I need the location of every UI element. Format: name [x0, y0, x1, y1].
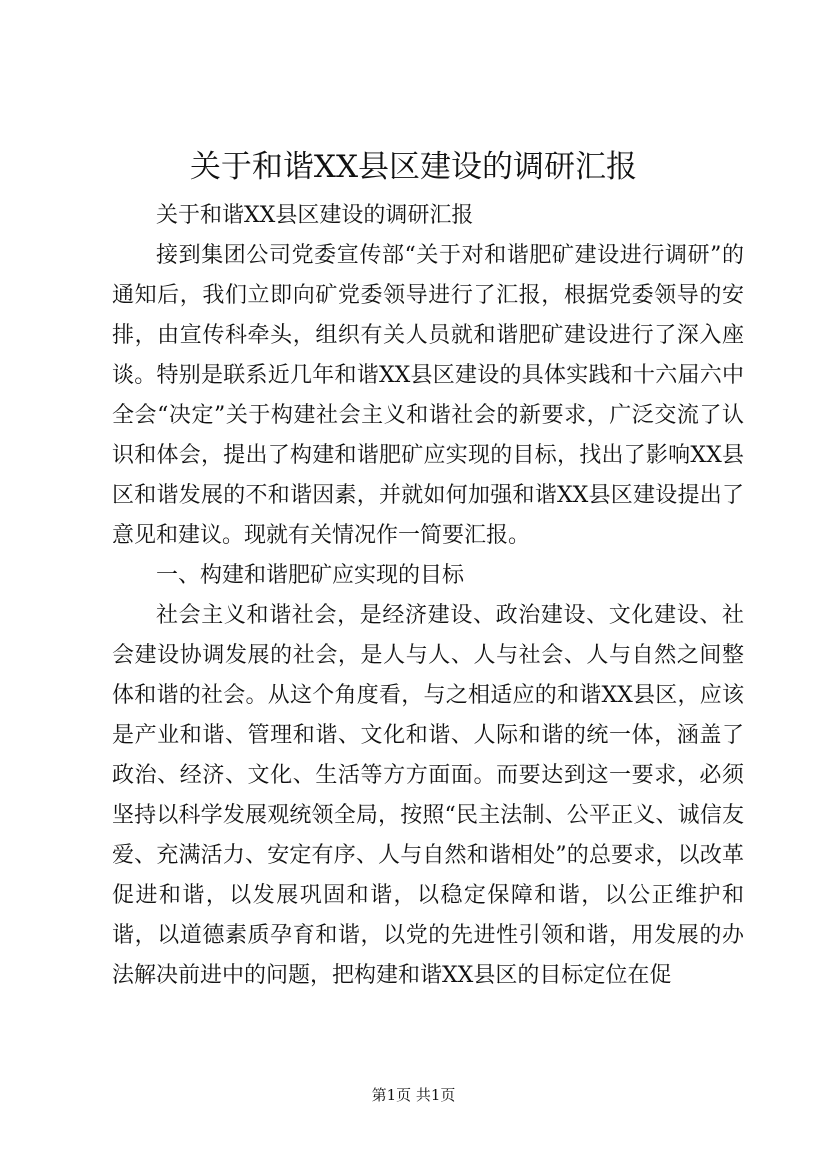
page-footer: 第1页 共1页 [371, 1086, 456, 1104]
document-body [112, 196, 744, 996]
paragraph-intro: 接到集团公司党委宣传部“关于对和谐肥矿建设进行调研”的通知后，我们立即向矿党委领导进行了汇报，根据党委领导的安排，由宣传科牵头，组织有关人员就和谐肥矿建设进行了深入座谈。特别是联系近几年和谐XX县区建设的具体实践和十六届六中全会“决定”关于构建社会主义和谐社会的新要求，广泛交流了认识和体会，提出了构建和谐肥矿应实现的目标，找出了影响XX县区和谐发展的不和谐因素，并就如何加强和谐XX县区建设提出了意见和建议。现就有关情况作一简要汇报。 [112, 243, 744, 548]
document-title: 关于和谐XX县区建设的调研汇报 [189, 149, 638, 185]
paragraph-subtitle: 关于和谐XX县区建设的调研汇报 [156, 203, 474, 228]
section-heading: 一、构建和谐肥矿应实现的目标 [156, 563, 465, 588]
paragraph-goals: 社会主义和谐社会，是经济建设、政治建设、文化建设、社会建设协调发展的社会，是人与人、人与社会、人与自然之间整体和谐的社会。从这个角度看，与之相适应的和谐XX县区，应该是产业和谐、管理和谐、文化和谐、人际和谐的统一体，涵盖了政治、经济、文化、生活等方方面面。而要达到这一要求，必须坚持以科学发展观统领全局，按照“民主法制、公平正义、诚信友爱、充满活力、安定有序、人与自然和谐相处”的总要求，以改革促进和谐，以发展巩固和谐，以稳定保障和谐，以公正维护和谐，以道德素质孕育和谐，以党的先进性引领和谐，用发展的办法解决前进中的问题，把构建和谐XX县区的目标定位在促 [112, 603, 744, 988]
